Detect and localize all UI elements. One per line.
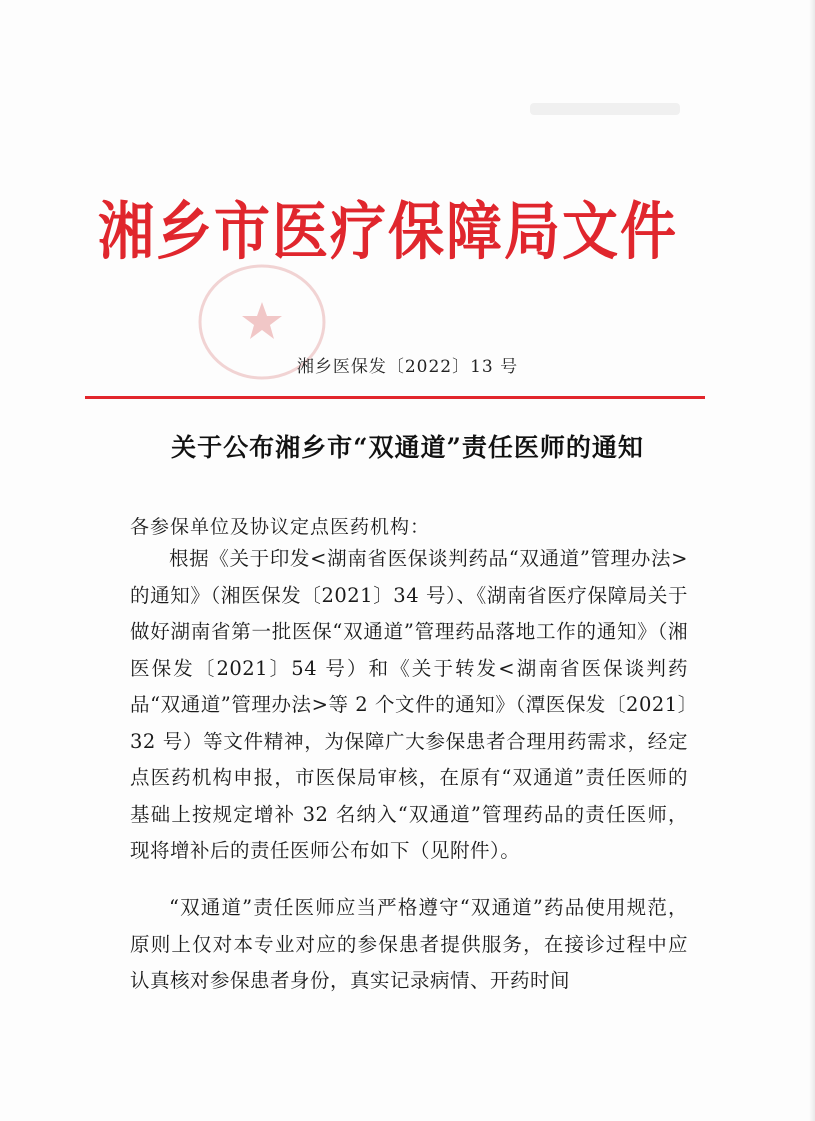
salutation: 各参保单位及协议定点医药机构： bbox=[130, 516, 431, 538]
body-paragraph-1 bbox=[130, 541, 688, 870]
paragraph-text: 根据《关于印发<湖南省医保谈判药品“双通道”管理办法>的通知》（湘医保发〔2021〕34 号）、《湖南省医疗保障局关于做好湖南省第一批医保“双通道”管理药品落地工作的通知》（湘医保发〔2021〕54 号）和《关于转发<湖南省医保谈判药品“双通道”管理办法>等 2 个文件的通知》（潭医保发〔2021〕32 号）等文件精神，为保障广大参保患者合理用药需求，经定点医药机构申报，市医保局审核，在原有“双通道”责任医师的基础上按规定增补 32 名纳入“双通道”管理药品的责任医师，现将增补后的责任医师公布如下（见附件）。 bbox=[130, 547, 688, 862]
document-header-title: 湘乡市医疗保障局文件 bbox=[98, 196, 678, 269]
faint-stamp-mark bbox=[530, 103, 680, 115]
body-paragraph-2 bbox=[130, 890, 688, 1000]
paragraph-text: “双通道”责任医师应当严格遵守“双通道”药品使用规范，原则上仅对本专业对应的参保患者提供服务，在接诊过程中应认真核对参保患者身份，真实记录病情、开药时间 bbox=[130, 896, 688, 992]
notice-title: 关于公布湘乡市“双通道”责任医师的通知 bbox=[171, 433, 644, 462]
document-number: 湘乡医保发〔2022〕13 号 bbox=[296, 357, 519, 377]
red-divider bbox=[85, 396, 705, 399]
scan-edge-shadow bbox=[809, 0, 815, 1121]
